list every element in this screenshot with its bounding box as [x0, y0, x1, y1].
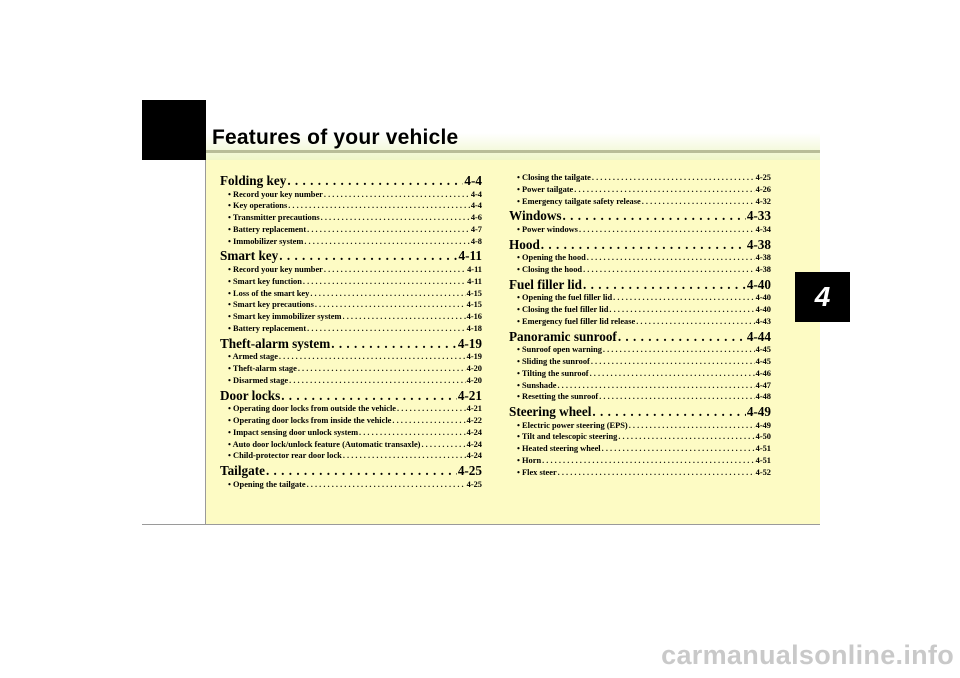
toc-subsection-entry[interactable] — [509, 392, 771, 404]
toc-page-number: 4-38 — [746, 236, 771, 252]
toc-section-entry[interactable] — [509, 237, 771, 254]
toc-entry-label: • Heated steering wheel — [517, 444, 601, 454]
toc-leader-dots — [310, 289, 465, 298]
toc-leader-dots — [281, 388, 457, 404]
toc-leader-dots — [279, 248, 457, 264]
toc-page-number: 4-25 — [457, 463, 482, 479]
toc-page-number: 4-46 — [755, 368, 771, 378]
toc-entry-label: • Smart key immobilizer system — [228, 312, 342, 322]
toc-page-number: 4-49 — [746, 404, 771, 420]
toc-page-number: 4-16 — [466, 312, 482, 322]
toc-subsection-entry[interactable] — [220, 451, 482, 463]
toc-page-number: 4-19 — [457, 335, 482, 351]
toc-leader-dots — [592, 404, 745, 420]
toc-entry-label: Fuel filler lid — [509, 276, 583, 292]
toc-entry-label: • Record your key number — [228, 264, 323, 274]
toc-leader-dots — [613, 293, 755, 302]
bottom-rule — [142, 524, 820, 525]
chapter-tab[interactable]: 4 — [795, 272, 850, 322]
toc-subsection-entry[interactable] — [220, 480, 482, 492]
toc-section-entry[interactable] — [509, 277, 771, 294]
toc-page-number: 4-38 — [755, 264, 771, 274]
toc-page-number: 4-22 — [466, 415, 482, 425]
toc-entry-label: • Armed stage — [228, 352, 278, 362]
toc-subsection-entry[interactable] — [509, 293, 771, 305]
toc-subsection-entry[interactable] — [220, 277, 482, 289]
toc-page-number: 4-20 — [466, 364, 482, 374]
toc-leader-dots — [618, 432, 754, 441]
toc-leader-dots — [558, 468, 755, 477]
toc-leader-dots — [397, 404, 466, 413]
toc-page-number: 4-21 — [457, 387, 482, 403]
toc-leader-dots — [307, 480, 466, 489]
toc-subsection-entry[interactable] — [220, 364, 482, 376]
toc-page-number: 4-20 — [466, 375, 482, 385]
toc-subsection-entry[interactable] — [509, 468, 771, 480]
toc-entry-label: Windows — [509, 208, 562, 224]
toc-subsection-entry[interactable] — [220, 324, 482, 336]
toc-leader-dots — [298, 364, 466, 373]
toc-entry-label: • Electric power steering (EPS) — [517, 420, 628, 430]
toc-leader-dots — [629, 421, 755, 430]
toc-page-number: 4-47 — [755, 380, 771, 390]
page-title: Features of your vehicle — [212, 126, 459, 149]
toc-page-number: 4-11 — [467, 264, 482, 274]
toc-subsection-entry[interactable] — [509, 432, 771, 444]
toc-section-entry[interactable] — [220, 388, 482, 405]
toc-entry-label: Panoramic sunroof — [509, 328, 617, 344]
toc-entry-label: • Horn — [517, 456, 542, 466]
toc-page-number: 4-15 — [466, 300, 482, 310]
toc-leader-dots — [636, 317, 754, 326]
toc-entry-label: Folding key — [220, 173, 287, 188]
toc-leader-dots — [603, 345, 755, 354]
toc-leader-dots — [542, 456, 755, 465]
toc-section-entry[interactable] — [220, 336, 482, 353]
toc-page-number: 4-40 — [746, 276, 771, 292]
toc-subsection-entry[interactable] — [509, 444, 771, 456]
toc-leader-dots — [591, 357, 755, 366]
toc-subsection-entry[interactable] — [509, 197, 771, 209]
toc-section-entry[interactable] — [509, 329, 771, 346]
toc-page-number: 4-11 — [458, 248, 482, 264]
toc-page-number: 4-19 — [466, 352, 482, 362]
toc-subsection-entry[interactable] — [220, 376, 482, 388]
toc-entry-label: • Record your key number — [228, 189, 323, 199]
toc-subsection-entry[interactable] — [220, 213, 482, 225]
toc-page-number: 4-51 — [755, 456, 771, 466]
toc-page-number: 4-40 — [755, 305, 771, 315]
toc-subsection-entry[interactable] — [220, 201, 482, 213]
toc-leader-dots — [618, 329, 746, 345]
toc-entry-label: • Closing the hood — [517, 264, 583, 274]
toc-page-number: 4-32 — [755, 196, 771, 206]
toc-entry-label: • Smart key precautions — [228, 300, 314, 310]
toc-leader-dots — [583, 277, 746, 293]
toc-page-number: 4-8 — [470, 236, 482, 246]
toc-entry-label: • Opening the tailgate — [228, 479, 306, 489]
toc-page-number: 4-4 — [464, 173, 482, 188]
toc-subsection-entry[interactable] — [509, 225, 771, 237]
toc-page-number: 4-25 — [755, 173, 771, 182]
toc-subsection-entry[interactable] — [220, 416, 482, 428]
toc-subsection-entry[interactable] — [220, 404, 482, 416]
toc-page-number: 4-4 — [470, 189, 482, 199]
toc-entry-label: • Smart key function — [228, 276, 302, 286]
toc-leader-dots — [307, 225, 470, 234]
toc-page-number: 4-11 — [467, 276, 482, 286]
toc-entry-label: • Power windows — [517, 224, 578, 234]
toc-entry-label: • Impact sensing door unlock system — [228, 427, 359, 437]
toc-subsection-entry[interactable] — [220, 440, 482, 452]
toc-leader-dots — [324, 265, 466, 274]
toc-subsection-entry[interactable] — [509, 357, 771, 369]
toc-leader-dots — [288, 201, 470, 210]
toc-section-entry[interactable] — [220, 173, 482, 190]
toc-entry-label: • Flex steer — [517, 467, 557, 477]
toc-page-number: 4-45 — [755, 345, 771, 355]
toc-page-number: 4-18 — [466, 323, 482, 333]
toc-page-number: 4-40 — [755, 293, 771, 303]
toc-entry-label: Smart key — [220, 248, 279, 264]
toc-page-number: 4-33 — [746, 208, 771, 224]
toc-entry-label: • Operating door locks from outside the vehicle — [228, 404, 397, 414]
toc-leader-dots — [331, 336, 457, 352]
toc-subsection-entry[interactable] — [220, 225, 482, 237]
toc-subsection-entry[interactable] — [220, 289, 482, 301]
toc-leader-dots — [315, 300, 466, 309]
toc-entry-label: • Emergency tailgate safety release — [517, 196, 641, 206]
toc-left-column — [220, 173, 482, 491]
toc-leader-dots — [587, 253, 755, 262]
toc-leader-dots — [289, 376, 465, 385]
toc-subsection-entry[interactable] — [220, 237, 482, 249]
toc-leader-dots — [563, 208, 746, 224]
toc-leader-dots — [642, 197, 755, 206]
toc-leader-dots — [287, 173, 463, 189]
toc-entry-label: • Key operations — [228, 201, 288, 211]
toc-entry-label: • Operating door locks from inside the vehicle — [228, 415, 392, 425]
toc-leader-dots — [343, 312, 466, 321]
toc-entry-label: • Tilt and telescopic steering — [517, 432, 618, 442]
toc-page-number: 4-38 — [755, 253, 771, 263]
toc-page-number: 4-51 — [755, 444, 771, 454]
toc-page-number: 4-52 — [755, 467, 771, 477]
left-margin-line — [205, 160, 206, 524]
toc-page-number: 4-21 — [466, 404, 482, 414]
toc-section-entry[interactable] — [220, 248, 482, 265]
title-rule — [206, 150, 820, 153]
toc-section-entry[interactable] — [509, 208, 771, 225]
toc-leader-dots — [307, 324, 466, 333]
toc-subsection-entry[interactable] — [509, 456, 771, 468]
toc-subsection-entry[interactable] — [509, 305, 771, 317]
watermark: carmanualsonline.info — [661, 640, 954, 670]
toc-leader-dots — [557, 381, 754, 390]
toc-right-column — [509, 173, 771, 480]
toc-page-number: 4-4 — [470, 201, 482, 211]
toc-entry-label: Steering wheel — [509, 404, 592, 420]
toc-entry-label: • Sunroof open warning — [517, 345, 602, 355]
toc-leader-dots — [421, 440, 465, 449]
toc-section-entry[interactable] — [509, 404, 771, 421]
toc-page-number: 4-24 — [466, 439, 482, 449]
toc-entry-label: • Battery replacement — [228, 323, 307, 333]
toc-entry-label: • Sliding the sunroof — [517, 356, 590, 366]
toc-entry-label: • Emergency fuel filler lid release — [517, 316, 636, 326]
toc-subsection-entry[interactable] — [220, 300, 482, 312]
toc-page-number: 4-24 — [466, 427, 482, 437]
header-black-block — [142, 100, 206, 160]
toc-leader-dots — [583, 265, 755, 274]
toc-entry-label: • Sunshade — [517, 380, 557, 390]
toc-page-number: 4-34 — [755, 224, 771, 234]
toc-entry-label: • Theft-alarm stage — [228, 364, 297, 374]
toc-subsection-entry[interactable] — [509, 421, 771, 433]
toc-leader-dots — [359, 428, 466, 437]
toc-page-number: 4-25 — [466, 479, 482, 489]
toc-leader-dots — [321, 213, 470, 222]
toc-entry-label: • Opening the fuel filler lid — [517, 293, 613, 303]
toc-subsection-entry[interactable] — [509, 381, 771, 393]
toc-leader-dots — [541, 237, 746, 253]
toc-subsection-entry[interactable] — [509, 173, 771, 185]
toc-entry-label: • Resetting the sunroof — [517, 392, 599, 402]
toc-subsection-entry[interactable] — [220, 312, 482, 324]
toc-page-number: 4-50 — [755, 432, 771, 442]
toc-leader-dots — [392, 416, 465, 425]
toc-page-number: 4-24 — [466, 451, 482, 461]
toc-entry-label: • Auto door lock/unlock feature (Automatic transaxle) — [228, 439, 421, 449]
toc-leader-dots — [303, 277, 466, 286]
toc-entry-label: • Immobilizer system — [228, 236, 304, 246]
toc-page-number: 4-43 — [755, 316, 771, 326]
toc-leader-dots — [304, 237, 469, 246]
toc-subsection-entry[interactable] — [509, 253, 771, 265]
toc-page-number: 4-7 — [470, 224, 482, 234]
toc-leader-dots — [609, 305, 754, 314]
toc-entry-label: • Tilting the sunroof — [517, 368, 589, 378]
toc-entry-label: • Closing the fuel filler lid — [517, 305, 609, 315]
toc-subsection-entry[interactable] — [220, 190, 482, 202]
toc-page-number: 4-26 — [755, 184, 771, 194]
toc-page-number: 4-45 — [755, 356, 771, 366]
toc-entry-label: Theft-alarm system — [220, 335, 331, 351]
toc-subsection-entry[interactable] — [509, 317, 771, 329]
toc-subsection-entry[interactable] — [509, 265, 771, 277]
toc-page-number: 4-48 — [755, 392, 771, 402]
toc-leader-dots — [602, 444, 755, 453]
toc-page-number: 4-6 — [470, 213, 482, 223]
toc-page-number: 4-15 — [466, 288, 482, 298]
toc-entry-label: • Closing the tailgate — [517, 173, 591, 182]
toc-entry-label: • Battery replacement — [228, 224, 307, 234]
toc-leader-dots — [324, 190, 470, 199]
toc-leader-dots — [343, 451, 466, 460]
toc-page-number: 4-49 — [755, 420, 771, 430]
toc-subsection-entry[interactable] — [509, 185, 771, 197]
toc-subsection-entry[interactable] — [509, 345, 771, 357]
toc-entry-label: Hood — [509, 236, 540, 252]
toc-entry-label: • Disarmed stage — [228, 375, 289, 385]
toc-entry-label: Tailgate — [220, 463, 265, 479]
toc-leader-dots — [579, 225, 755, 234]
toc-leader-dots — [592, 173, 755, 182]
toc-entry-label: • Child-protector rear door lock — [228, 451, 342, 461]
toc-entry-label: • Transmitter precautions — [228, 213, 320, 223]
toc-subsection-entry[interactable] — [220, 265, 482, 277]
toc-leader-dots — [279, 352, 466, 361]
toc-leader-dots — [599, 392, 754, 401]
toc-subsection-entry[interactable] — [220, 352, 482, 364]
toc-section-entry[interactable] — [220, 463, 482, 480]
toc-entry-label: Door locks — [220, 387, 281, 403]
toc-leader-dots — [266, 463, 457, 479]
toc-subsection-entry[interactable] — [220, 428, 482, 440]
toc-entry-label: • Power tailgate — [517, 184, 574, 194]
toc-subsection-entry[interactable] — [509, 369, 771, 381]
toc-page-number: 4-44 — [746, 328, 771, 344]
toc-entry-label: • Opening the hood — [517, 253, 586, 263]
toc-leader-dots — [574, 185, 754, 194]
toc-leader-dots — [590, 369, 755, 378]
toc-entry-label: • Loss of the smart key — [228, 288, 310, 298]
